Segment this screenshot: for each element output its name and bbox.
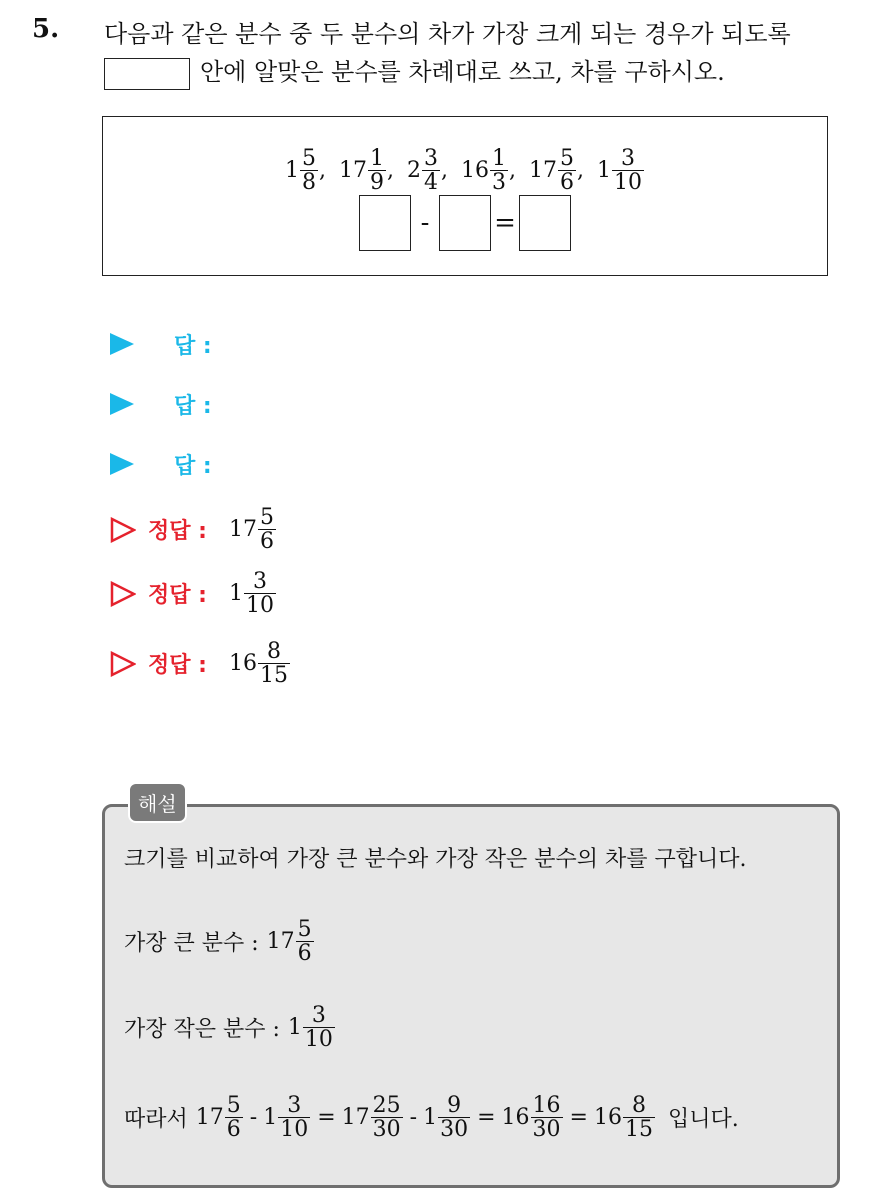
explanation-final bbox=[124, 1094, 739, 1141]
mixed-fraction-6: 1 $\frac{3}{10}$ bbox=[597, 146, 642, 196]
smallest-label: 가장 작은 분수 : bbox=[124, 1017, 280, 1043]
outline-triangle-icon bbox=[110, 517, 136, 543]
key-value-3: 16 $\frac{8}{15}$ bbox=[228, 639, 288, 689]
answer-label: 답 : bbox=[174, 333, 212, 359]
play-triangle-icon bbox=[110, 453, 134, 475]
answer-row-1 bbox=[110, 324, 212, 364]
equals-sign: = bbox=[494, 208, 516, 238]
answer-box-3 bbox=[519, 195, 571, 251]
mixed-fraction-2: 17 $\frac{1}{9}$ bbox=[339, 146, 384, 196]
problem-box bbox=[102, 116, 828, 276]
final-suffix: 입니다. bbox=[667, 1107, 739, 1133]
outline-triangle-icon bbox=[110, 651, 136, 677]
key-row-1 bbox=[110, 506, 277, 553]
question-number: 5. bbox=[32, 14, 60, 44]
explanation-largest bbox=[124, 918, 315, 965]
minus-op: - bbox=[249, 1105, 258, 1131]
explanation-line-1: 크기를 비교하여 가장 큰 분수와 가장 작은 분수의 차를 구합니다. bbox=[124, 847, 747, 872]
question-line-2-text: 안에 알맞은 분수를 차례대로 쓰고, 차를 구하시오. bbox=[200, 58, 725, 86]
answer-box-1 bbox=[359, 195, 411, 251]
question-line-2 bbox=[104, 52, 725, 90]
mixed-fraction-3: 2 $\frac{3}{4}$ bbox=[407, 146, 438, 196]
equals-op: = bbox=[477, 1105, 496, 1131]
answer-blank-box bbox=[104, 58, 190, 90]
play-triangle-icon bbox=[110, 393, 134, 415]
fraction-list: 1 $\frac{5}{8}$ , 17 $\frac{1}{9}$ , 2 $\frac{3}{4}$ , 16 $\frac{1}{3}$ , 17 $\frac{5}{6}$ , 1 $\frac{3}{10}$ bbox=[103, 147, 827, 194]
explanation-tag: 해설 bbox=[128, 782, 187, 823]
question-line-1: 다음과 같은 분수 중 두 분수의 차가 가장 크게 되는 경우가 되도록 bbox=[104, 20, 791, 48]
final-prefix: 따라서 bbox=[124, 1107, 188, 1133]
step-b: 1 $\frac{3}{10}$ bbox=[263, 1093, 309, 1143]
explanation-smallest bbox=[124, 1004, 336, 1051]
smallest-fraction: 1 $\frac{3}{10}$ bbox=[287, 1003, 333, 1053]
mixed-fraction-4: 16 $\frac{1}{3}$ bbox=[461, 146, 506, 196]
minus-sign: - bbox=[420, 208, 430, 238]
answer-box-2 bbox=[439, 195, 491, 251]
key-row-3 bbox=[110, 640, 291, 687]
step-a: 17 $\frac{5}{6}$ bbox=[195, 1093, 241, 1143]
key-label: 정답 : bbox=[148, 519, 207, 545]
equals-op: = bbox=[569, 1105, 588, 1131]
answer-row-3 bbox=[110, 444, 212, 484]
answer-row-2 bbox=[110, 384, 212, 424]
key-value-1: 17 $\frac{5}{6}$ bbox=[228, 505, 274, 555]
equals-op: = bbox=[317, 1105, 336, 1131]
step-e: 16 $\frac{16}{30}$ bbox=[501, 1093, 561, 1143]
answer-label: 답 : bbox=[174, 453, 212, 479]
step-c: 17 $\frac{25}{30}$ bbox=[341, 1093, 401, 1143]
key-label: 정답 : bbox=[148, 653, 207, 679]
play-triangle-icon bbox=[110, 333, 134, 355]
key-label: 정답 : bbox=[148, 583, 207, 609]
step-f: 16 $\frac{8}{15}$ bbox=[593, 1093, 653, 1143]
minus-op: - bbox=[409, 1105, 418, 1131]
step-d: 1 $\frac{9}{30}$ bbox=[423, 1093, 469, 1143]
key-value-2: 1 $\frac{3}{10}$ bbox=[228, 569, 274, 619]
key-row-2 bbox=[110, 570, 277, 617]
outline-triangle-icon bbox=[110, 581, 136, 607]
mixed-fraction-5: 17 $\frac{5}{6}$ bbox=[529, 146, 574, 196]
equation-row bbox=[103, 195, 827, 251]
mixed-fraction-1: 1 $\frac{5}{8}$ bbox=[285, 146, 316, 196]
answer-label: 답 : bbox=[174, 393, 212, 419]
largest-label: 가장 큰 분수 : bbox=[124, 931, 259, 957]
largest-fraction: 17 $\frac{5}{6}$ bbox=[266, 917, 312, 967]
